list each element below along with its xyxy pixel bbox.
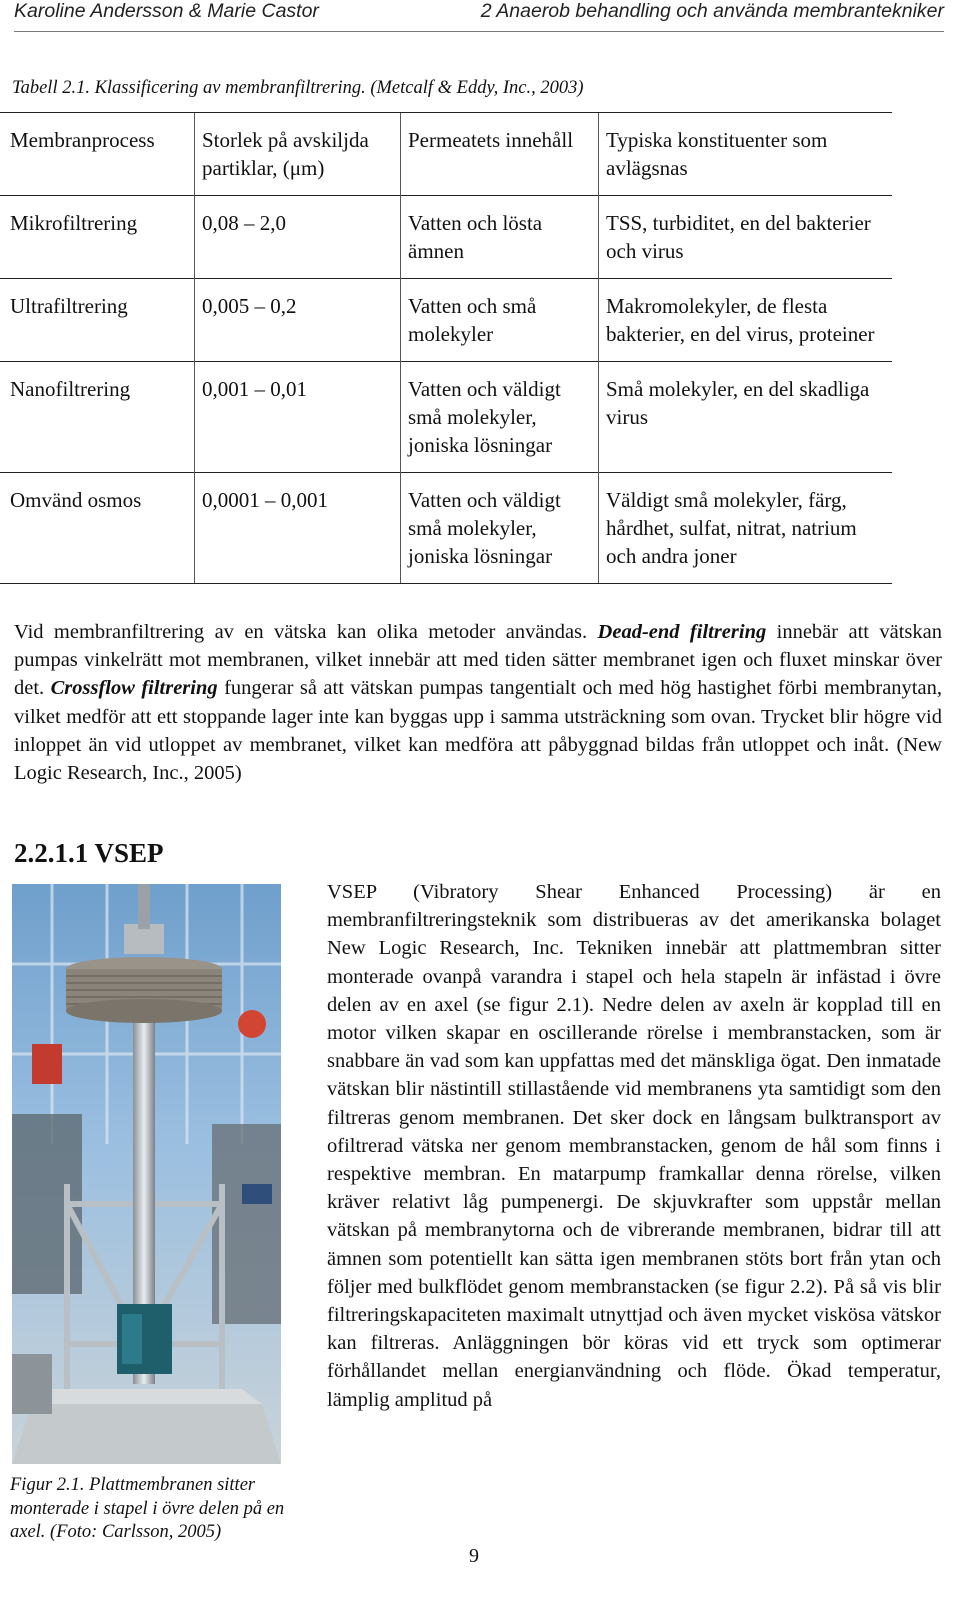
section-heading: 2.2.1.1 VSEP bbox=[14, 838, 164, 868]
paragraph-text: fungerar så att vätskan pumpas tangentialt och med hög hastighet förbi membranytan, vilket medför att ett stoppande lager inte kan byggas upp i samma utsträckning som ovan. Trycket blir högre vid inloppet än vid utloppet av membranet, vilket kan medföra att påbyggnad bildas från utloppet och inåt. (New Logic Research, Inc., 2005) bbox=[14, 677, 942, 785]
paragraph-text: innebär att vätskan pumpas vinkelrätt mot membranen, vilket innebär att med tiden sätter membranet igen och fluxet minskar över det. bbox=[14, 621, 942, 700]
paragraph-text: Vid membranfiltrering av en vätska kan olika metoder användas. bbox=[14, 621, 598, 643]
header-chapter: 2 Anaerob behandling och använda membrantekniker bbox=[480, 0, 944, 22]
table-cell: TSS, turbiditet, en del bakterier och virus bbox=[599, 196, 893, 279]
table-cell: Nanofiltrering bbox=[0, 362, 195, 473]
table-cell: 0,08 – 2,0 bbox=[195, 196, 401, 279]
header-authors: Karoline Andersson & Marie Castor bbox=[14, 0, 319, 22]
table-caption: Tabell 2.1. Klassificering av membranfiltrering. (Metcalf & Eddy, Inc., 2003) bbox=[12, 78, 584, 98]
term-crossflow: Crossflow filtrering bbox=[50, 677, 218, 700]
table-cell: Mikrofiltrering bbox=[0, 196, 195, 279]
table-cell: 0,001 – 0,01 bbox=[195, 362, 401, 473]
table-cell: 0,0001 – 0,001 bbox=[195, 473, 401, 584]
figure-caption: Figur 2.1. Plattmembranen sitter monterade i stapel i övre delen på en axel. (Foto: Carlsson, 2005) bbox=[10, 1475, 285, 1542]
page-header bbox=[14, 0, 944, 32]
header-cell: Permeatets innehåll bbox=[401, 113, 599, 196]
table-cell: 0,005 – 0,2 bbox=[195, 279, 401, 362]
term-dead-end: Dead-end filtrering bbox=[597, 621, 767, 643]
table-cell: Vatten och väldigt små molekyler, joniska lösningar bbox=[401, 473, 599, 584]
table-cell: Små molekyler, en del skadliga virus bbox=[599, 362, 893, 473]
table-cell: Vatten och väldigt små molekyler, joniska lösningar bbox=[401, 362, 599, 473]
table-header-row bbox=[0, 113, 892, 196]
page-number: 9 bbox=[469, 1545, 479, 1567]
figure-photo bbox=[12, 884, 281, 1464]
vsep-paragraph: VSEP (Vibratory Shear Enhanced Processing) är en membranfiltreringsteknik som distribueras av det amerikanska bolaget New Logic Research, Inc. Tekniken innebär att plattmembran sitter monterade ovanpå varandra i stapel och hela stapeln är infästad i övre delen av en axel (se figur 2.1). Nedre delen av axeln är kopplad till en motor vilken skapar en oscillerande rörelse i membranstacken, som är snabbare än vad som kan uppfattas med det mänskliga ögat. Den inmatade vätskan blir nästintill stillastående vid membranens yta samtidigt som den filtreras genom membranen. Det sker dock en långsam bulktransport av ofiltrerad vätska ner genom membranstacken, genom de hål som finns i respektive membran. En matarpump framkallar denna rörelse, vilken kräver relativt låg pumpenergi. De skjuvkrafter som uppstår mellan vätskan på membranytorna och de vibrerande membranen, bidrar till att ämnen som potentiellt kan sätta igen membranen stöts bort från ytan och följer med bulkflödet genom membranstacken (se figur 2.2). På så vis blir filtreringskapaciteten maximalt utnyttjad och även mycket viskösa vätskor kan filtreras. Anläggningen bör köras vid ett tryck som optimerar förhållandet mellan energianvändning och flöde. Ökad temperatur, lämplig amplitud på bbox=[327, 881, 941, 1411]
table-cell: Vatten och små molekyler bbox=[401, 279, 599, 362]
header-cell: Storlek på avskiljda partiklar, (μm) bbox=[195, 113, 401, 196]
body-paragraph bbox=[14, 618, 942, 787]
classification-table bbox=[0, 112, 892, 584]
vsep-equipment-image bbox=[12, 884, 281, 1464]
table-row bbox=[0, 362, 892, 473]
table-cell: Vatten och lösta ämnen bbox=[401, 196, 599, 279]
table-cell: Väldigt små molekyler, färg, hårdhet, sulfat, nitrat, natrium och andra joner bbox=[599, 473, 893, 584]
header-cell: Membranprocess bbox=[0, 113, 195, 196]
table-row bbox=[0, 279, 892, 362]
table-row bbox=[0, 196, 892, 279]
header-cell: Typiska konstituenter som avlägsnas bbox=[599, 113, 893, 196]
table-row bbox=[0, 473, 892, 584]
table-cell: Omvänd osmos bbox=[0, 473, 195, 584]
table-cell: Ultrafiltrering bbox=[0, 279, 195, 362]
table-cell: Makromolekyler, de flesta bakterier, en del virus, proteiner bbox=[599, 279, 893, 362]
